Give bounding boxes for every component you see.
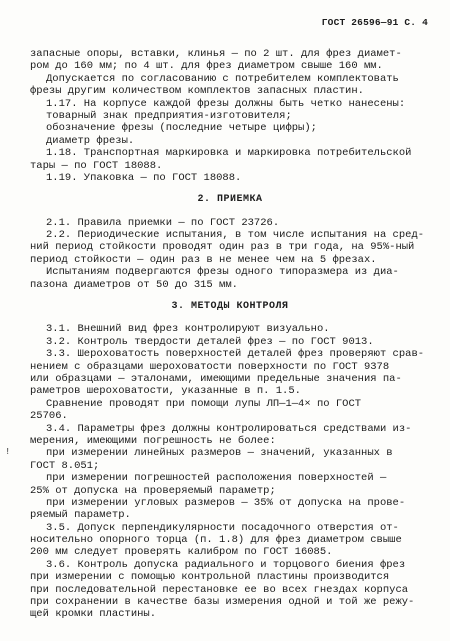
text-line: 1.18. Транспортная маркировка и маркировка потребительской bbox=[46, 147, 412, 160]
text-line: 3.4. Параметры фрез должны контролироваться средствами из- bbox=[46, 422, 412, 435]
section-3-body bbox=[30, 323, 430, 620]
text-line: или образцами — эталонами, имеющими предельные значения па- bbox=[30, 372, 402, 385]
text-line: запасные опоры, вставки, клинья — по 2 шт. для фрез диамет- bbox=[30, 48, 402, 60]
text-line: Допускается по согласованию с потребителем комплектовать bbox=[46, 72, 399, 85]
section-1-continuation bbox=[30, 48, 430, 184]
text-line: 3.6. Контроль допуска радиального и торцового биения фрез bbox=[46, 558, 406, 571]
text-line: при измерении угловых размеров — 35% от допуска на прове- bbox=[46, 496, 406, 509]
text-line: ГОСТ 8.051; bbox=[30, 459, 100, 472]
text-line: обозначение фрезы (последние четыре цифры); bbox=[46, 122, 317, 135]
text-line: щей кромки пластины. bbox=[30, 608, 157, 621]
text-line: раметров шероховатости, указанные в п. 1.5. bbox=[30, 385, 301, 398]
text-line: нением с образцами шероховатости поверхности по ГОСТ 9378 bbox=[30, 360, 390, 373]
text-line: 25706. bbox=[30, 410, 68, 423]
text-line: 3.3. Шероховатость поверхностей деталей фрез проверяют срав- bbox=[46, 348, 425, 361]
text-line: мерения, имеющими погрешность не более: bbox=[30, 434, 276, 447]
margin-mark: ! bbox=[5, 447, 11, 457]
text-line: при измерении погрешностей расположения поверхностей — bbox=[46, 472, 387, 485]
text-line: 200 мм следует проверять калибром по ГОСТ 16085. bbox=[30, 546, 333, 559]
text-line: товарный знак предприятия-изготовителя; bbox=[46, 109, 292, 122]
text-line: пазона диаметров от 50 до 315 мм. bbox=[30, 278, 238, 291]
text-line: 3.2. Контроль твердости деталей фрез — по ГОСТ 9013. bbox=[46, 335, 374, 348]
page-header: ГОСТ 26596—91 С. 4 bbox=[321, 17, 428, 28]
text-line: ний период стойкости проводят один раз в три года, на 95%-ный bbox=[30, 241, 415, 254]
text-line: 3.5. Допуск перпендикулярности посадочного отверстия от- bbox=[46, 521, 399, 534]
text-line: 25% от допуска на проверяемый параметр; bbox=[30, 484, 276, 497]
text-line: 2.2. Периодические испытания, в том числе испытания на сред- bbox=[46, 229, 425, 242]
section-2-body bbox=[30, 217, 430, 291]
text-line: 2.1. Правила приемки — по ГОСТ 23726. bbox=[46, 216, 280, 229]
section-3-heading: 3. МЕТОДЫ КОНТРОЛЯ bbox=[171, 301, 289, 313]
text-line: ром до 160 мм; по 4 шт. для фрез диаметром свыше 160 мм. bbox=[30, 60, 383, 73]
text-line: при сохранении в качестве базы измерения одной и той же режу- bbox=[30, 596, 415, 609]
text-line: 3.1. Внешний вид фрез контролируют визуально. bbox=[46, 323, 330, 336]
text-line: тары — по ГОСТ 18088. bbox=[30, 159, 163, 172]
text-line: диаметр фрезы. bbox=[46, 134, 135, 147]
text-line: ряемый параметр. bbox=[30, 509, 131, 522]
document-body bbox=[30, 48, 430, 621]
text-line: фрезы другим количеством комплектов запасных пластин. bbox=[30, 85, 364, 98]
text-line: Испытаниям подвергаются фрезы одного типоразмера из диа- bbox=[46, 266, 399, 279]
text-line: при измерении линейных размеров — значений, указанных в bbox=[46, 447, 393, 460]
text-line: при последовательной перестановке ее во всех гнездах корпуса bbox=[30, 583, 409, 596]
text-line: 1.17. На корпусе каждой фрезы должны быть четко нанесены: bbox=[46, 97, 406, 110]
text-line: носительно опорного торца (п. 1.8) для фрез диаметром свыше bbox=[30, 534, 402, 547]
text-line: 1.19. Упаковка — по ГОСТ 18088. bbox=[46, 171, 242, 184]
text-line: период стойкости — один раз в не менее чем на 5 фрезах. bbox=[30, 253, 377, 266]
text-line: Сравнение проводят при помощи лупы ЛП—1—4× по ГОСТ bbox=[46, 397, 362, 410]
text-line: при измерении с помощью контрольной пластины производится bbox=[30, 571, 390, 584]
section-2-heading: 2. ПРИЕМКА bbox=[197, 194, 263, 206]
